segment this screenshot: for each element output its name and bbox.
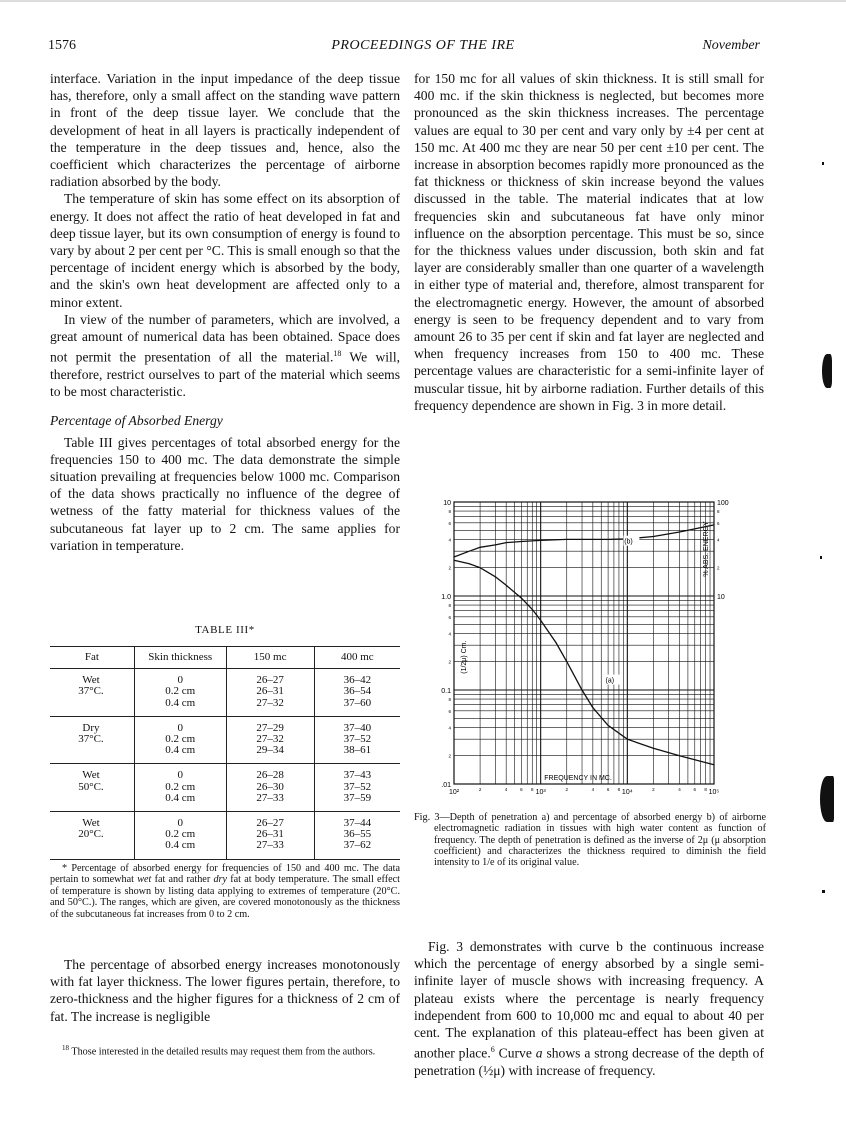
x-tick-label: 10⁴ xyxy=(621,789,633,796)
series-point xyxy=(566,539,567,540)
left-tick-label: .01 xyxy=(441,782,451,789)
x-minor-tick-label: 6 xyxy=(606,787,610,792)
series-point xyxy=(532,609,533,610)
series-point xyxy=(454,560,455,561)
table-row xyxy=(50,669,400,717)
cell-text: 0 xyxy=(177,674,183,687)
paragraph-text: We will, therefore, restrict ourselves to part of the material which seems to be most characteristic. xyxy=(50,349,401,400)
f150-cell xyxy=(226,669,314,717)
x-minor-tick-label: 4 xyxy=(504,787,508,792)
cell-text: 0.2 cm xyxy=(165,828,196,841)
paragraph-text: Fig. 3 demonstrates with curve b the continuous increase which the percentage of energy absorbed by a single semi-infinite layer of muscle shows with increasing frequency. A plateau exists where the percentage is nearly frequency independent from 600 to 10,000 mc and equal to about 40 per cent. The explanation of this plateau-effect has been given at another place. xyxy=(414,939,764,1061)
left-minor-tick-label: 4 xyxy=(448,631,451,637)
figure-3 xyxy=(414,492,764,807)
cell-text: 0.2 cm xyxy=(165,733,196,746)
fat-cell xyxy=(50,669,134,717)
cell-text: Wet xyxy=(82,674,100,687)
x-minor-tick-label: 4 xyxy=(591,787,595,792)
footnote-text: * Percentage of absorbed energy for frequencies of 150 and 400 mc. The data pertain to somewhat xyxy=(50,863,400,886)
table-footnote xyxy=(50,863,400,920)
cell-text: 38–61 xyxy=(343,744,372,757)
series-line-a xyxy=(454,560,714,765)
left-minor-tick-label: 6 xyxy=(448,614,451,620)
section-title-text: bsorbed Energy xyxy=(136,413,223,429)
x-tick-label: 10⁵ xyxy=(708,789,720,796)
footnote-ref: 18 xyxy=(62,1044,69,1052)
table-row xyxy=(50,716,400,764)
series-point xyxy=(480,547,481,548)
cell-text: 0.2 cm xyxy=(165,685,196,698)
x-minor-tick-label: 2 xyxy=(652,787,655,792)
paragraph-text: a xyxy=(535,1045,543,1061)
f400-cell xyxy=(314,669,400,717)
series-point xyxy=(679,532,680,533)
footnote-ref: 18 xyxy=(333,349,342,359)
series-point xyxy=(592,707,593,708)
skin-cell xyxy=(134,812,226,860)
cell-text: 37–59 xyxy=(343,791,372,804)
table-header-row xyxy=(50,647,400,669)
cell-text: 37–60 xyxy=(343,696,372,709)
right-tick-label: 100 xyxy=(717,500,729,507)
series-point xyxy=(540,620,541,621)
fat-cell xyxy=(50,716,134,764)
left-minor-tick-label: 8 xyxy=(448,509,451,515)
section-title-text: Percentage of xyxy=(50,413,129,429)
series-label-a: (a) xyxy=(605,677,615,685)
footnote-text: dry xyxy=(213,874,228,886)
scan-mark xyxy=(820,556,822,559)
f400-cell xyxy=(314,764,400,812)
cell-text: 0 xyxy=(177,769,183,782)
table-header: 400 mc xyxy=(314,647,400,669)
figure-caption xyxy=(414,812,766,868)
series-point xyxy=(480,567,481,568)
cell-text: 37°C. xyxy=(78,733,104,746)
left-tick-label: 10 xyxy=(443,500,451,507)
left-minor-tick-label: 4 xyxy=(448,725,451,731)
figure-caption-text: Fig. 3—Depth of penetration a) and percentage of absorbed energy b) of airborne electromagnetic radiation in tissues with high water content as function of frequency. The depth of penetration is defined as the inverse of 2μ (μ absorption coefficient) and characterizes the thickness required to diminish the field intensity to 1/e of its original value. xyxy=(414,812,766,869)
series-point xyxy=(566,661,567,662)
series-point xyxy=(469,551,470,552)
skin-cell xyxy=(134,764,226,812)
series-point xyxy=(540,540,541,541)
footnote-text: wet xyxy=(137,874,152,886)
cell-text: 36–42 xyxy=(343,674,372,687)
table-footnote-text xyxy=(50,863,400,920)
x-minor-tick-label: 2 xyxy=(565,787,569,792)
x-minor-tick-label: 2 xyxy=(478,787,482,792)
table-row xyxy=(50,812,400,860)
x-minor-tick-label: 6 xyxy=(520,787,523,792)
scan-mark xyxy=(822,162,824,165)
cell-text: 26–27 xyxy=(256,817,284,830)
table-header: Fat xyxy=(50,647,134,669)
right-tick-label: 10 xyxy=(717,594,725,601)
cell-text: 29–34 xyxy=(256,744,284,757)
left-minor-tick-label: 2 xyxy=(448,659,451,665)
figure-3-chart xyxy=(414,492,764,807)
cell-text: 37°C. xyxy=(78,685,104,698)
cell-text: 27–33 xyxy=(256,791,284,804)
cell-text: 0.2 cm xyxy=(165,780,196,793)
series-point xyxy=(653,748,654,749)
paragraph-text: In view of the number of parameters, which are involved, a great amount of numerical data has been obtained. Space does not permit the presentation of all the material. xyxy=(50,311,400,365)
cell-text: Wet xyxy=(82,769,100,782)
f400-cell xyxy=(314,716,400,764)
page-footnote xyxy=(50,1043,400,1058)
series-point xyxy=(556,642,557,643)
f150-cell xyxy=(226,716,314,764)
left-tick-label: 1.0 xyxy=(441,594,451,601)
journal-title: PROCEEDINGS OF THE IRE xyxy=(331,38,515,53)
scan-mark xyxy=(822,354,832,388)
section-title-text: A xyxy=(128,413,137,429)
x-axis-label: FREQUENCY IN MC. xyxy=(544,775,612,782)
footnote-text: fat and rather xyxy=(151,874,214,886)
series-point xyxy=(714,525,715,526)
right-minor-tick-label: 4 xyxy=(717,537,720,543)
table-header: Skin thickness xyxy=(134,647,226,669)
series-point xyxy=(582,690,583,691)
paragraph: for 150 mc for all values of skin thickness. It is still small for 400 mc. if the skin thickness is neglected, but becomes more pronounced as the skin thickness increases. The percentage values are equal to 30 per cent and vary only by ±4 per cent at 150 mc. At 400 mc they are near 50 per cent ±10 per cent. The increase in absorption becomes rapidly more pronounced as the fat thickness or thickness of skin increase beyond the values discussed in the table. The material indicates that at low frequencies skin and subcutaneous fat have only minor influence on the absorption percentage. This must be so, since for the thickness values under discussion, both skin and fat layer are considerably smaller than one quarter of a wavelength in either type of material and, therefore, almost transparent for the electromagnetic energy. However, the amount of absorbed energy is seen to be frequency dependent and to vary from amount 26 to 35 per cent if skin and fat layer are neglected and when frequency increases from 150 to 400 mc. These percentage values are characteristic for a semi-infinite layer of muscular tissue, hit by airborne radiation. Further details of this frequency dependence are shown in Fig. 3 in more detail. xyxy=(414,71,764,413)
cell-text: 0 xyxy=(177,817,183,830)
series-label-b: (b) xyxy=(624,538,633,546)
series-point xyxy=(506,585,507,586)
cell-text: 0.4 cm xyxy=(165,744,196,757)
left-column xyxy=(50,70,400,554)
page-number: 1576 xyxy=(48,38,76,53)
cell-text: 0.4 cm xyxy=(165,839,196,852)
cell-text: 50°C. xyxy=(78,780,104,793)
right-column-bottom xyxy=(414,938,764,1079)
cell-text: Dry xyxy=(82,721,100,734)
right-minor-tick-label: 8 xyxy=(717,509,720,515)
series-point xyxy=(714,764,715,765)
paragraph xyxy=(50,311,400,401)
f400-cell xyxy=(314,812,400,860)
table-header: 150 mc xyxy=(226,647,314,669)
left-minor-tick-label: 8 xyxy=(448,603,451,609)
series-point xyxy=(521,541,522,542)
series-point xyxy=(653,536,654,537)
series-point xyxy=(521,598,522,599)
scan-mark xyxy=(822,890,825,893)
series-point xyxy=(495,544,496,545)
series-point xyxy=(495,576,496,577)
paragraph xyxy=(414,938,764,1079)
series-point xyxy=(608,539,609,540)
top-rule xyxy=(0,0,846,2)
x-minor-tick-label: 6 xyxy=(693,787,697,792)
x-tick-label: 10² xyxy=(448,789,460,796)
paragraph-text: Curve xyxy=(494,1045,536,1061)
cell-text: 27–32 xyxy=(256,733,284,746)
cell-text: 36–54 xyxy=(343,685,372,698)
left-minor-tick-label: 4 xyxy=(448,537,451,543)
cell-text: 37–62 xyxy=(343,839,372,852)
series-point xyxy=(506,542,507,543)
cell-text: 37–43 xyxy=(343,769,372,782)
cell-text: 26–30 xyxy=(256,780,284,793)
paragraph: interface. Variation in the input impedance of the deep tissue has, therefore, only a small affect on the standing wave pattern in front of the deep tissue layer. We conclude that the development of heat in all layers is practically independent of the temperature in the deep tissues and, hence, also the coefficient which characterizes the percentage of airborne radiation absorbed by the body. xyxy=(50,71,400,190)
cell-text: 37–44 xyxy=(343,817,372,830)
fat-cell xyxy=(50,812,134,860)
paragraph: Table III gives percentages of total absorbed energy for the frequencies 150 to 400 mc. The data demonstrate the simple situation prevailing at frequencies below 1000 mc. Comparison of the data shows practically no influence of the degree of wetness of the fatty material for thickness values of the subcutaneous fat layer up to 2 cm. The same applies for variation in temperature. xyxy=(50,434,400,553)
cell-text: Wet xyxy=(82,817,100,830)
right-minor-tick-label: 2 xyxy=(717,565,720,571)
left-minor-tick-label: 2 xyxy=(448,565,451,571)
cell-text: 27–32 xyxy=(256,696,284,709)
right-minor-tick-label: 6 xyxy=(717,520,720,526)
left-minor-tick-label: 6 xyxy=(448,708,451,714)
x-minor-tick-label: 8 xyxy=(617,787,621,792)
f150-cell xyxy=(226,764,314,812)
cell-text: 37–52 xyxy=(343,733,372,746)
table-row xyxy=(50,764,400,812)
cell-text: 36–55 xyxy=(343,828,372,841)
cell-text: 26–31 xyxy=(256,685,284,698)
left-tick-label: 0.1 xyxy=(441,688,451,695)
table-iii xyxy=(50,646,400,860)
cell-text: 26–28 xyxy=(256,769,284,782)
skin-cell xyxy=(134,669,226,717)
series-point xyxy=(627,739,628,740)
paragraph-text: shows a strong decrease of the depth of penetration (½μ) with increase of frequency. xyxy=(414,1045,764,1078)
series-line-b xyxy=(454,525,714,557)
x-minor-tick-label: 8 xyxy=(704,787,707,792)
left-axis-label: (1/2μ) Cm. xyxy=(461,640,468,674)
cell-text: 37–40 xyxy=(343,721,372,734)
cell-text: 0 xyxy=(177,721,183,734)
skin-cell xyxy=(134,716,226,764)
cell-text: 0.4 cm xyxy=(165,791,196,804)
left-minor-tick-label: 6 xyxy=(448,520,451,526)
left-column-bottom xyxy=(50,956,400,1025)
footnote-ref: 6 xyxy=(490,1045,495,1055)
right-column xyxy=(414,70,764,414)
issue-month: November xyxy=(702,38,760,53)
right-axis-label: % ABS. ENERGY xyxy=(703,521,710,577)
series-point xyxy=(454,557,455,558)
section-title xyxy=(50,412,400,429)
scan-mark xyxy=(820,776,834,822)
table-title: TABLE III* xyxy=(195,624,255,636)
plot-frame xyxy=(454,502,714,784)
cell-text: 26–31 xyxy=(256,828,284,841)
cell-text: 37–52 xyxy=(343,780,372,793)
cell-text: 26–27 xyxy=(256,674,284,687)
left-minor-tick-label: 8 xyxy=(448,697,451,703)
series-point xyxy=(679,755,680,756)
cell-text: 27–29 xyxy=(256,721,284,734)
series-point xyxy=(608,725,609,726)
cell-text: 20°C. xyxy=(78,828,104,841)
cell-text: 27–33 xyxy=(256,839,284,852)
series-point xyxy=(469,563,470,564)
paragraph: The percentage of absorbed energy increases monotonously with fat layer thickness. The lower figures pertain, therefore, to zero-thickness and the higher figures for a thickness of 2 cm of fat. The increase is negligible xyxy=(50,957,400,1024)
cell-text: 0.4 cm xyxy=(165,696,196,709)
x-minor-tick-label: 4 xyxy=(678,787,681,792)
footnote-text: Those interested in the detailed results may request them from the authors. xyxy=(69,1046,376,1058)
x-minor-tick-label: 8 xyxy=(531,787,534,792)
fat-cell xyxy=(50,764,134,812)
f150-cell xyxy=(226,812,314,860)
paragraph: The temperature of skin has some effect on its absorption of energy. It does not affect the ratio of heat developed in fat and deep tissue layer, but its own consumption of energy is found to vary by about 2 per cent per °C. This is small enough so that the percentage of incident energy which is absorbed by the body, and the skin's own heat development are affected only to a minor extent. xyxy=(50,191,400,310)
footnote-text: fat at body temperature. The small effect of temperature is shown by listing data applying to extremes of temperature (20°C. and 50°C.). The ranges, which are given, are covered monotonously as the thickness of the subcutaneous fat increases from 0 to 2 cm. xyxy=(50,874,400,920)
left-minor-tick-label: 2 xyxy=(448,753,451,759)
series-point xyxy=(592,539,593,540)
x-tick-label: 10³ xyxy=(535,789,546,796)
